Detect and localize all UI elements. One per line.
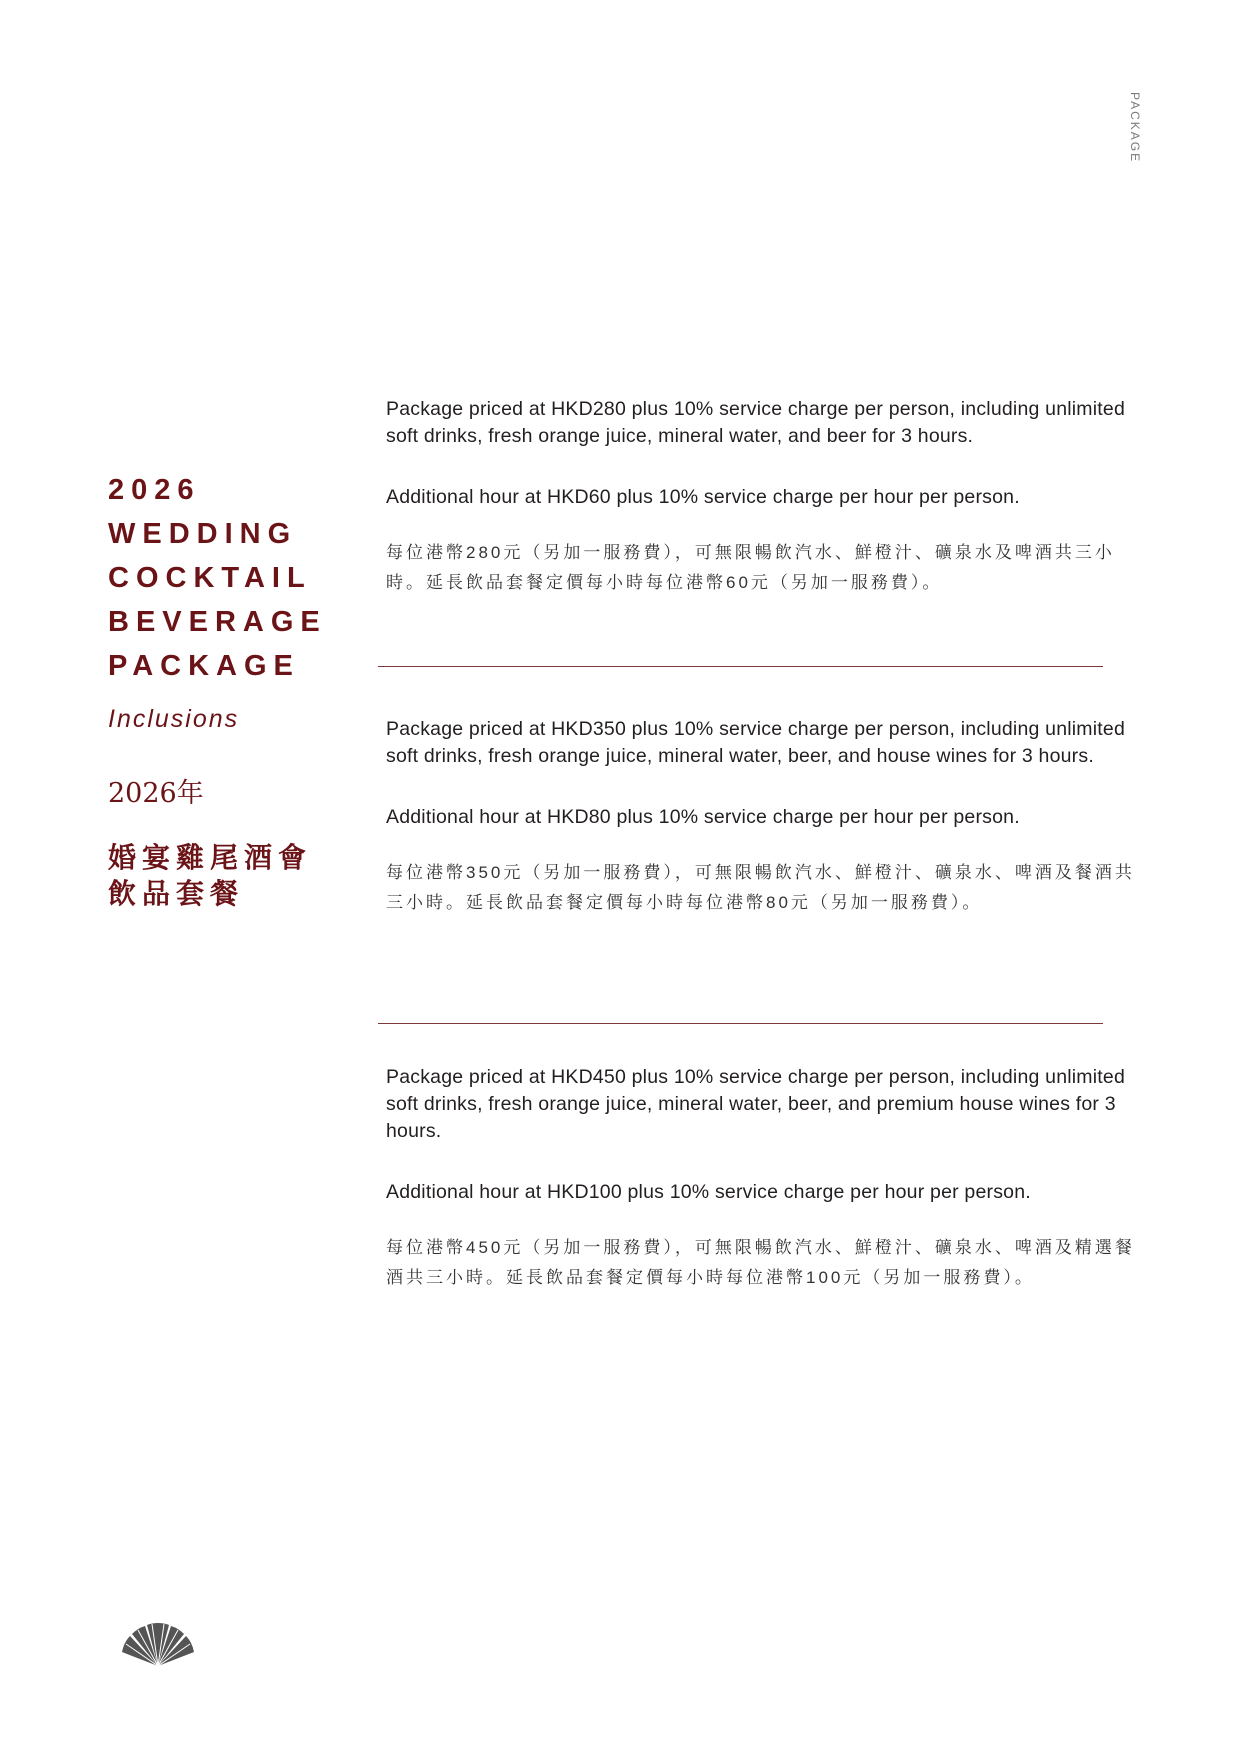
- title-block: [108, 468, 358, 912]
- title-zh: 婚宴雞尾酒會 飲品套餐: [108, 842, 313, 909]
- year-zh: 2026年: [108, 778, 204, 809]
- title-line: BEVERAGE: [108, 606, 327, 638]
- side-section-label: PACKAGE: [1128, 92, 1142, 164]
- package-description: Package priced at HKD350 plus 10% service charge per person, including unlimited soft drinks, fresh orange juice, mineral water, beer, and house wines for 3 hours.: [386, 718, 1125, 767]
- package-description: Package priced at HKD280 plus 10% service charge per person, including unlimited soft drinks, fresh orange juice, mineral water, and beer for 3 hours.: [386, 398, 1125, 447]
- package-1: [386, 396, 1136, 598]
- title-line: PACKAGE: [108, 650, 300, 682]
- package-description-zh: 每位港幣280元（另加一服務費），可無限暢飲汽水、鮮橙汁、礦泉水及啤酒共三小時。延長飲品套餐定價每小時每位港幣60元（另加一服務費）。: [386, 543, 1115, 592]
- package-2: [386, 716, 1136, 918]
- title-en: [108, 468, 358, 688]
- package-description: Package priced at HKD450 plus 10% service charge per person, including unlimited soft drinks, fresh orange juice, mineral water, beer, and premium house wines for 3 hours.: [386, 1066, 1125, 1142]
- subtitle: Inclusions: [108, 705, 240, 733]
- package-description-zh: 每位港幣450元（另加一服務費），可無限暢飲汽水、鮮橙汁、礦泉水、啤酒及精選餐酒共三小時。延長飲品套餐定價每小時每位港幣100元（另加一服務費）。: [386, 1238, 1135, 1287]
- fan-logo-icon: [118, 1622, 198, 1668]
- title-line: WEDDING: [108, 518, 298, 550]
- divider: [378, 1023, 1103, 1024]
- package-description-zh: 每位港幣350元（另加一服務費），可無限暢飲汽水、鮮橙汁、礦泉水、啤酒及餐酒共三小時。延長飲品套餐定價每小時每位港幣80元（另加一服務費）。: [386, 863, 1135, 912]
- additional-hour: Additional hour at HKD100 plus 10% service charge per hour per person.: [386, 1181, 1031, 1203]
- title-line: COCKTAIL: [108, 562, 312, 594]
- package-3: [386, 1064, 1136, 1293]
- additional-hour: Additional hour at HKD80 plus 10% service charge per hour per person.: [386, 806, 1020, 828]
- title-line: 2026: [108, 474, 201, 506]
- divider: [378, 666, 1103, 667]
- additional-hour: Additional hour at HKD60 plus 10% service charge per hour per person.: [386, 486, 1020, 508]
